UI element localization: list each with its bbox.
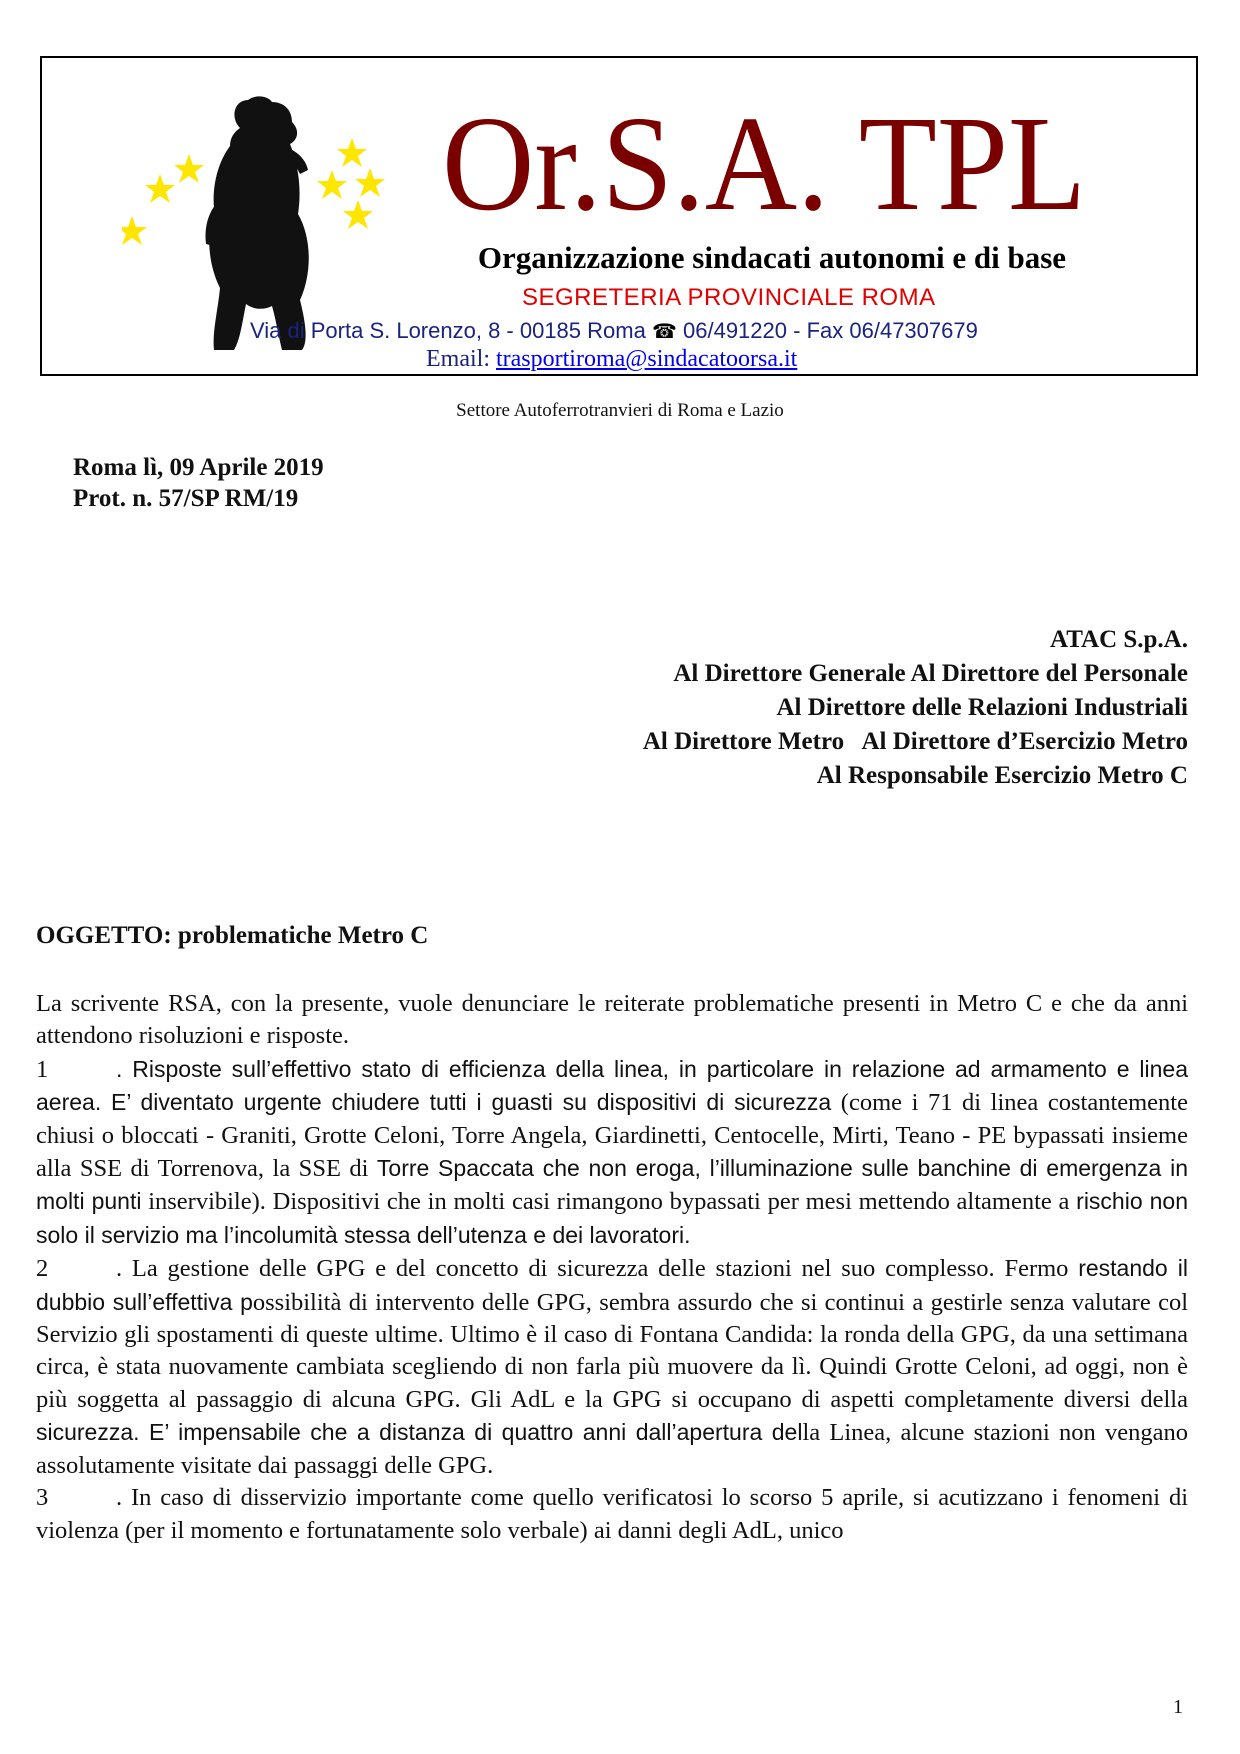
email-link[interactable]: trasportiroma@sindacatoorsa.it (495, 346, 798, 372)
point-text: inservibile). Dispositivi che in molti casi rimangono bypassati per mesi mettendo altamente a (141, 1188, 1077, 1216)
point-text: la Linea, alcune stazioni non vengano assolutamente visitate dai passaggi delle GPG. (36, 1419, 1188, 1479)
point-3 (36, 1482, 1188, 1547)
point-text-emphasis: . Risposte sull’effettivo stato di efficienza della linea, in particolare in relazione ad armamento e linea aerea. E’ diventato urgente chiudere tutti i guasti su dispositivi di sicurezza (36, 1055, 1188, 1116)
org-fax-label: - Fax (793, 318, 844, 343)
date-line: Roma lì, 09 Aprile 2019 (73, 454, 324, 481)
point-number: 2 (36, 1255, 49, 1283)
point-text-emphasis: restando il dubbio sull’effettiva p (36, 1255, 1188, 1315)
phone-icon: ☎ (651, 321, 677, 343)
letterhead (40, 56, 1198, 376)
intro-paragraph: La scrivente RSA, con la presente, vuole denunciare le reiterate problematiche presenti in Metro C e che da anni attendono risoluzioni e risposte. (36, 990, 1188, 1050)
settore: Settore Autoferrotranvieri di Roma e Lazio (456, 400, 784, 421)
email-label: Email: (426, 346, 490, 372)
recipient-line: Al Responsabile Esercizio Metro C (816, 762, 1188, 789)
point-text-emphasis: Torre Spaccata che non eroga, l’illuminazione sulle banchine di emergenza in molti punti (36, 1155, 1188, 1215)
org-fax: 06/47307679 (849, 318, 978, 343)
point-2 (36, 1252, 1188, 1482)
letter-body (36, 988, 1188, 1547)
point-text: . In caso di disservizio importante come quello verificatosi lo scorso 5 aprile, si acutizzano i fenomeni di violenza (per il momento e fortunatamente solo verbale) ai danni degli AdL, unico (36, 1484, 1188, 1544)
point-number: 3 (36, 1484, 49, 1512)
point-number: 1 (36, 1055, 49, 1083)
brand-name: Or.S.A. TPL (442, 89, 1087, 239)
org-email-line (426, 346, 1126, 373)
org-segreteria: SEGRETERIA PROVINCIALE ROMA (522, 284, 936, 311)
org-subtitle: Organizzazione sindacati autonomi e di base (477, 240, 1067, 275)
recipient-line: Al Direttore Metro Al Direttore d’Esercizio Metro (642, 728, 1188, 755)
point-text-emphasis: rischio non solo il servizio ma l’incolumità stessa dell’utenza e dei lavoratori. (36, 1188, 1189, 1248)
page-number: 1 (1173, 1696, 1183, 1718)
protocol-number: Prot. n. 57/SP RM/19 (73, 485, 299, 512)
point-text: . La gestione delle GPG e del concetto di sicurezza delle stazioni nel suo complesso. Fermo (116, 1255, 1079, 1283)
org-phone: 06/491220 (683, 318, 787, 343)
point-text: ossibilità di intervento delle GPG, sembra assurdo che si continui a gestirle senza valutare col Servizio gli spostamenti di queste ultime. Ultimo è il caso di Fontana Candida: la ronda della GPG, da una settimana circa, è stata nuovamente cambiata scegliendo di non farla più muovere da lì. Quindi Grotte Celoni, ad oggi, non è più soggetta al passaggio di alcuna GPG. Gli AdL e la GPG si occupano di aspetti completamente diversi della (36, 1288, 1189, 1413)
recipients-block (643, 623, 1188, 793)
recipient-line: Al Direttore Generale Al Direttore del Personale (673, 660, 1188, 687)
point-text: (come i 71 di linea costantemente chiusi o bloccati - Graniti, Grotte Celoni, Torre Angela, Giardinetti, Centocelle, Mirti, Teano - PE bypassati insieme alla SSE di Torrenova, la SSE di (36, 1089, 1188, 1183)
point-text-emphasis: sicurezza. E’ impensabile che a distanza di quattro anni dall’apertura del (36, 1419, 803, 1446)
org-address: Via di Porta S. Lorenzo, 8 - 00185 Roma (250, 318, 646, 343)
date-block (73, 452, 324, 514)
recipient-line: ATAC S.p.A. (1050, 626, 1188, 653)
recipient-line: Al Direttore delle Relazioni Industriali (776, 694, 1188, 721)
point-1 (36, 1053, 1188, 1252)
org-address-line (250, 318, 1150, 344)
subject-line: OGGETTO: problematiche Metro C (36, 922, 429, 949)
